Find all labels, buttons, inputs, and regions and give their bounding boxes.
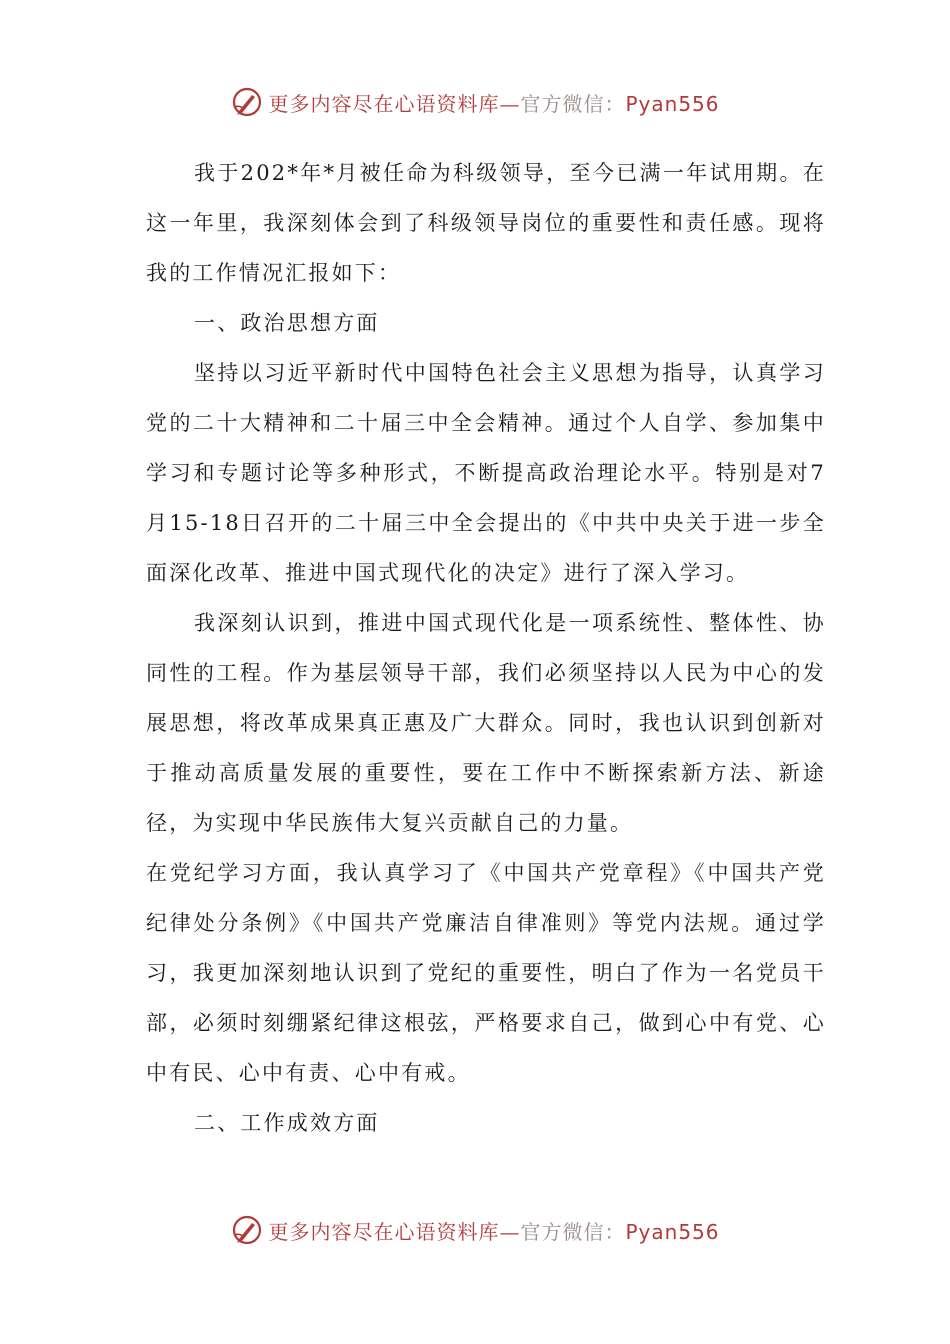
paragraph-study: 坚持以习近平新时代中国特色社会主义思想为指导，认真学习党的二十大精神和二十届三中全会精神。通过个人自学、参加集中学习和专题讨论等多种形式，不断提高政治理论水平。特别是对7月15-18日召开的二十届三中全会提出的《中共中央关于进一步全面深化改革、推进中国式现代化的决定》进行了深入学习。 <box>146 361 826 585</box>
watermark-wechat-id: Pyan556 <box>625 1219 720 1244</box>
watermark-wechat-label: 官方微信： <box>520 91 626 116</box>
document-body <box>146 148 826 1148</box>
paragraph-intro: 我于202*年*月被任命为科级领导，至今已满一年试用期。在这一年里，我深刻体会到了科级领导岗位的重要性和责任感。现将我的工作情况汇报如下： <box>146 161 826 285</box>
watermark-wechat-label: 官方微信： <box>520 1219 626 1244</box>
watermark-main-text: 更多内容尽在心语资料库 <box>268 1219 500 1244</box>
section-heading-political: 一、政治思想方面 <box>194 311 380 335</box>
watermark-text <box>268 1216 719 1245</box>
watermark-main-text: 更多内容尽在心语资料库 <box>268 91 500 116</box>
paragraph-modernization: 我深刻认识到，推进中国式现代化是一项系统性、整体性、协同性的工程。作为基层领导干部，我们必须坚持以人民为中心的发展思想，将改革成果真正惠及广大群众。同时，我也认识到创新对于推动高质量发展的重要性，要在工作中不断探索新方法、新途径，为实现中华民族伟大复兴贡献自己的力量。 <box>146 611 826 835</box>
header-watermark <box>0 82 950 122</box>
watermark-dash: — <box>499 91 521 116</box>
watermark-dash: — <box>499 1219 521 1244</box>
footer-watermark <box>0 1210 950 1250</box>
watermark-wechat-id: Pyan556 <box>625 91 720 116</box>
section-heading-work: 二、工作成效方面 <box>194 1111 380 1135</box>
paragraph-discipline: 在党纪学习方面，我认真学习了《中国共产党章程》《中国共产党纪律处分条例》《中国共产党廉洁自律准则》等党内法规。通过学习，我更加深刻地认识到了党纪的重要性，明白了作为一名党员干部，必须时刻绷紧纪律这根弦，严格要求自己，做到心中有党、心中有民、心中有责、心中有戒。 <box>146 861 826 1085</box>
watermark-text <box>268 88 719 117</box>
pen-logo-icon <box>230 1213 264 1247</box>
pen-logo-icon <box>230 85 264 119</box>
